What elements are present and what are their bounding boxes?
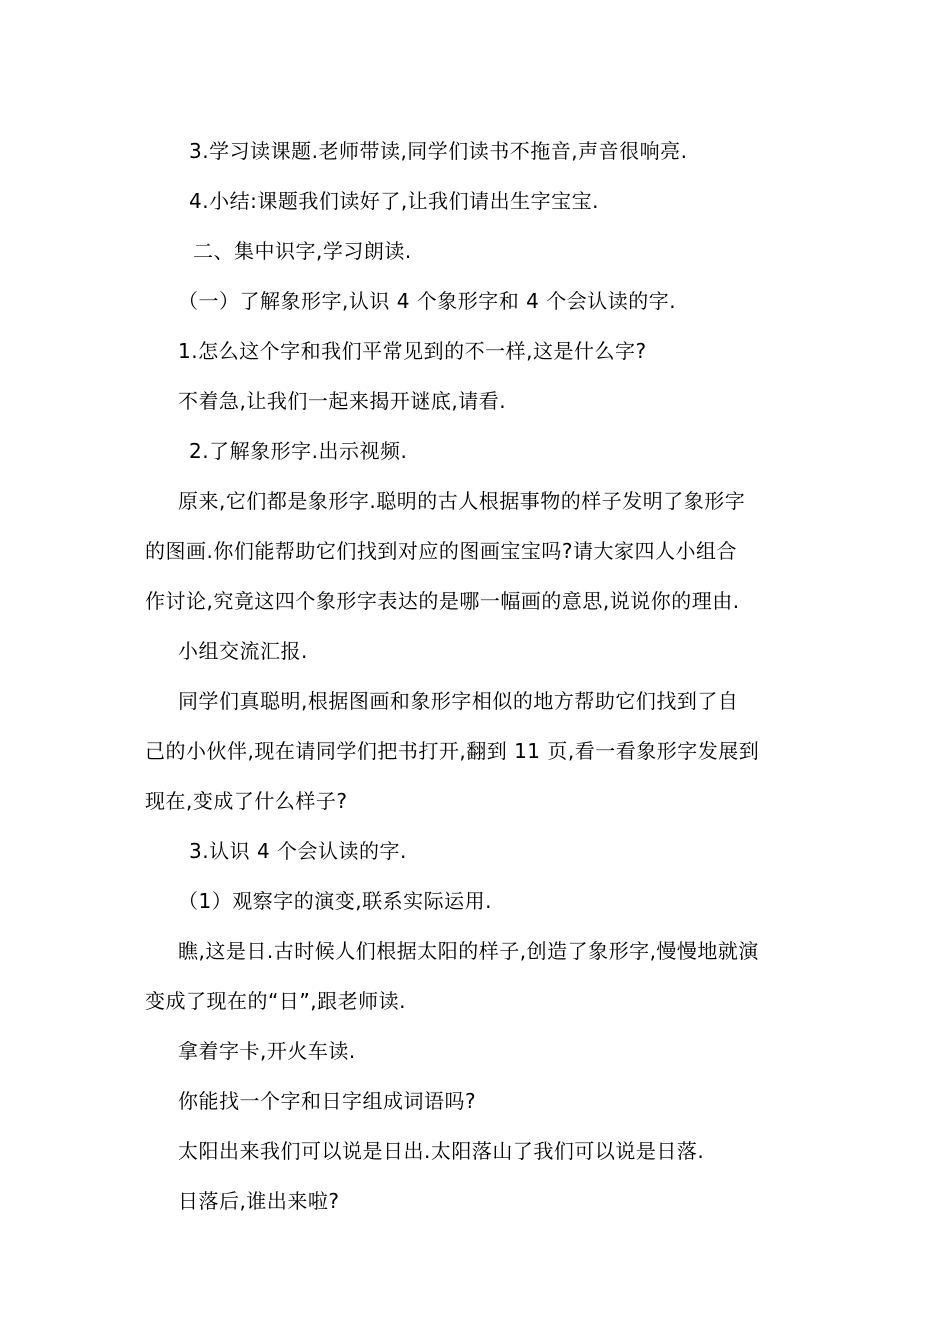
text-line: 作讨论,究竟这四个象形字表达的是哪一幅画的意思,说说你的理由. — [145, 589, 740, 613]
text-line: 小组交流汇报. — [178, 639, 308, 663]
text-line: 拿着字卡,开火车读. — [178, 1039, 356, 1063]
text-line: 原来,它们都是象形字.聪明的古人根据事物的样子发明了象形字 — [178, 489, 746, 513]
text-line: 1.怎么这个字和我们平常见到的不一样,这是什么字? — [178, 339, 647, 363]
text-line: 太阳出来我们可以说是日出.太阳落山了我们可以说是日落. — [178, 1139, 705, 1163]
text-line: （1）观察字的演变,联系实际运用. — [178, 889, 492, 913]
text-line: 日落后,谁出来啦? — [178, 1189, 340, 1213]
text-line: 现在,变成了什么样子? — [145, 789, 348, 813]
text-line: 变成了现在的“日”,跟老师读. — [145, 989, 406, 1013]
text-line: 你能找一个字和日字组成词语吗? — [178, 1089, 477, 1113]
text-line: 3.学习读课题.老师带读,同学们读书不拖音,声音很响亮. — [189, 139, 688, 163]
text-line: 同学们真聪明,根据图画和象形字相似的地方帮助它们找到了自 — [178, 689, 739, 713]
text-line: 瞧,这是日.古时候人们根据太阳的样子,创造了象形字,慢慢地就演 — [178, 939, 759, 963]
text-line: 的图画.你们能帮助它们找到对应的图画宝宝吗?请大家四人小组合 — [145, 539, 737, 563]
subsection-heading: （一）了解象形字,认识 4 个象形字和 4 个会认读的字. — [178, 289, 677, 313]
text-line: 3.认识 4 个会认读的字. — [189, 839, 407, 863]
text-line: 不着急,让我们一起来揭开谜底,请看. — [178, 389, 507, 413]
section-heading: 二、集中识字,学习朗读. — [193, 239, 412, 263]
text-line: 4.小结:课题我们读好了,让我们请出生字宝宝. — [189, 189, 600, 213]
text-line: 己的小伙伴,现在请同学们把书打开,翻到 11 页,看一看象形字发展到 — [145, 739, 760, 763]
text-line: 2.了解象形字.出示视频. — [189, 439, 408, 463]
